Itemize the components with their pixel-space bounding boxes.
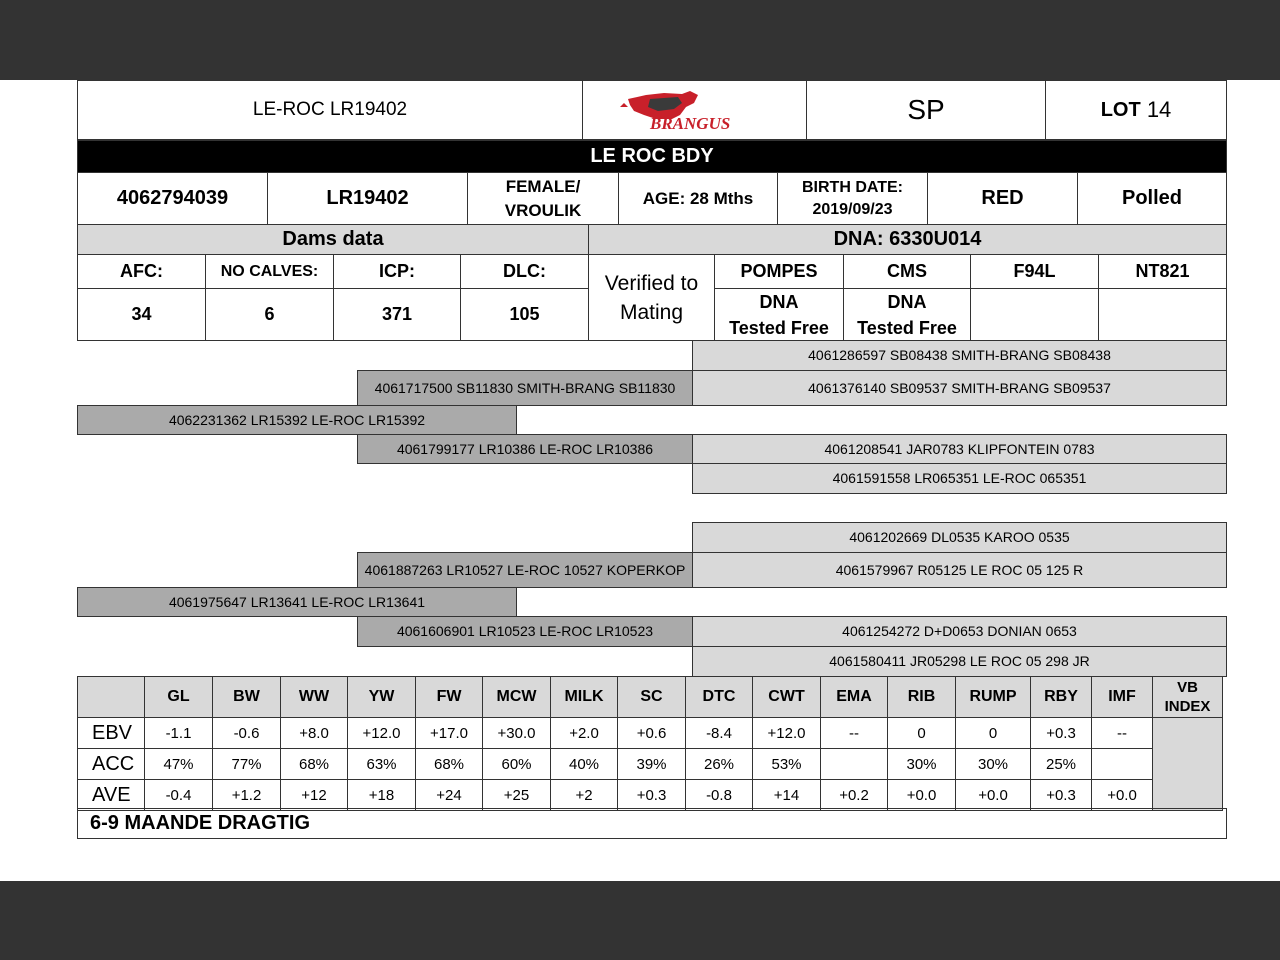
pedigree-sire-sire-sire: 4061286597 SB08438 SMITH-BRANG SB08438	[692, 340, 1227, 371]
sex: FEMALE/ VROULIK	[467, 172, 619, 225]
brand-text: BRANGUS	[649, 114, 730, 133]
ave-cell: +0.2	[821, 780, 888, 811]
pedigree-sire-dam-dam: 4061591558 LR065351 LE-ROC 065351	[692, 463, 1227, 494]
pedigree-dam-sire-sire: 4061202669 DL0535 KAROO 0535	[692, 522, 1227, 553]
ave-cell: +18	[348, 780, 416, 811]
table-row	[78, 718, 1223, 749]
ebv-cell: +30.0	[483, 718, 551, 749]
dams-data-title: Dams data	[77, 224, 589, 255]
pedigree-sire-sire: 4061717500 SB11830 SMITH-BRANG SB11830	[357, 370, 693, 406]
acc-row-label: ACC	[78, 749, 145, 780]
vb-index-value	[1153, 718, 1223, 811]
cms-header: CMS	[843, 254, 971, 289]
ave-cell: -0.8	[686, 780, 753, 811]
pedigree-sire-dam: 4061799177 LR10386 LE-ROC LR10386	[357, 434, 693, 464]
ebv-cell: -1.1	[145, 718, 213, 749]
ebv-header-row	[78, 677, 1223, 718]
ebv-col-rby: RBY	[1031, 677, 1092, 718]
acc-cell: 77%	[213, 749, 281, 780]
ave-cell: +0.0	[1092, 780, 1153, 811]
ave-cell: +0.3	[618, 780, 686, 811]
afc-header: AFC:	[77, 254, 206, 289]
ebv-col-vb-index	[1153, 677, 1223, 718]
ebv-cell: +0.6	[618, 718, 686, 749]
ebv-col-ww: WW	[281, 677, 348, 718]
ebv-row-label: EBV	[78, 718, 145, 749]
dna-title: DNA: 6330U014	[588, 224, 1227, 255]
ebv-cell: 0	[956, 718, 1031, 749]
ebv-cell: +8.0	[281, 718, 348, 749]
ebv-cell: -0.6	[213, 718, 281, 749]
pompes-result: DNA Tested Free	[714, 288, 844, 341]
table-row	[78, 780, 1223, 811]
pedigree-dam-dam-sire: 4061254272 D+D0653 DONIAN 0653	[692, 616, 1227, 647]
f94l-result	[970, 288, 1099, 341]
cms-result: DNA Tested Free	[843, 288, 971, 341]
colour: RED	[927, 172, 1078, 225]
ebv-col-mcw: MCW	[483, 677, 551, 718]
pregnancy-note: 6-9 MAANDE DRAGTIG	[77, 808, 1227, 839]
class-code: SP	[806, 80, 1046, 140]
icp-value: 371	[333, 288, 461, 341]
registration-number: 4062794039	[77, 172, 268, 225]
ebv-col-dtc: DTC	[686, 677, 753, 718]
verified-to-mating: Verified to Mating	[588, 254, 715, 341]
ebv-col-cwt: CWT	[753, 677, 821, 718]
ave-cell: +0.3	[1031, 780, 1092, 811]
acc-cell: 60%	[483, 749, 551, 780]
bottom-frame-bar	[0, 881, 1280, 960]
ave-cell: +2	[551, 780, 618, 811]
afc-value: 34	[77, 288, 206, 341]
vb-index-label: VB INDEX	[1164, 679, 1211, 715]
icp-header: ICP:	[333, 254, 461, 289]
pompes-header: POMPES	[714, 254, 844, 289]
no-calves-value: 6	[205, 288, 334, 341]
ave-cell: +24	[416, 780, 483, 811]
pedigree-sire-dam-sire: 4061208541 JAR0783 KLIPFONTEIN 0783	[692, 434, 1227, 464]
nt821-result	[1098, 288, 1227, 341]
pedigree-dam: 4061975647 LR13641 LE-ROC LR13641	[77, 587, 517, 617]
ebv-cell: +2.0	[551, 718, 618, 749]
ebv-cell: -8.4	[686, 718, 753, 749]
ebv-col-sc: SC	[618, 677, 686, 718]
table-row	[78, 749, 1223, 780]
ebv-col-yw: YW	[348, 677, 416, 718]
ebv-col-fw: FW	[416, 677, 483, 718]
horn-status: Polled	[1077, 172, 1227, 225]
animal-title: LE ROC BDY	[77, 140, 1227, 173]
ave-cell: +0.0	[888, 780, 956, 811]
ebv-cell: --	[821, 718, 888, 749]
animal-name-id: LE-ROC LR19402	[77, 80, 583, 140]
acc-cell	[1092, 749, 1153, 780]
ave-cell: +1.2	[213, 780, 281, 811]
ear-tag: LR19402	[267, 172, 468, 225]
ave-cell: +14	[753, 780, 821, 811]
ebv-cell: +12.0	[348, 718, 416, 749]
lot-number: 14	[1146, 97, 1172, 122]
ebv-cell: +12.0	[753, 718, 821, 749]
acc-cell: 68%	[416, 749, 483, 780]
pedigree-dam-dam-dam: 4061580411 JR05298 LE ROC 05 298 JR	[692, 646, 1227, 677]
acc-cell: 25%	[1031, 749, 1092, 780]
nt821-header: NT821	[1098, 254, 1227, 289]
pedigree-dam-sire: 4061887263 LR10527 LE-ROC 10527 KOPERKOP	[357, 552, 693, 588]
ebv-cell: --	[1092, 718, 1153, 749]
ebv-col-rib: RIB	[888, 677, 956, 718]
ebv-corner-cell	[78, 677, 145, 718]
ebv-col-ema: EMA	[821, 677, 888, 718]
ebv-col-milk: MILK	[551, 677, 618, 718]
f94l-header: F94L	[970, 254, 1099, 289]
top-frame-bar	[0, 0, 1280, 80]
ebv-cell: +0.3	[1031, 718, 1092, 749]
pedigree-sire: 4062231362 LR15392 LE-ROC LR15392	[77, 405, 517, 435]
ebv-col-bw: BW	[213, 677, 281, 718]
ebv-col-rump: RUMP	[956, 677, 1031, 718]
acc-cell: 63%	[348, 749, 416, 780]
ebv-table	[77, 676, 1223, 811]
dlc-header: DLC:	[460, 254, 589, 289]
ebv-cell: 0	[888, 718, 956, 749]
ave-row-label: AVE	[78, 780, 145, 811]
acc-cell: 68%	[281, 749, 348, 780]
acc-cell: 53%	[753, 749, 821, 780]
acc-cell	[821, 749, 888, 780]
dlc-value: 105	[460, 288, 589, 341]
pedigree-dam-sire-dam: 4061579967 R05125 LE ROC 05 125 R	[692, 552, 1227, 588]
pedigree-sire-sire-dam: 4061376140 SB09537 SMITH-BRANG SB09537	[692, 370, 1227, 406]
birth-date: BIRTH DATE: 2019/09/23	[777, 172, 928, 225]
no-calves-header: NO CALVES:	[205, 254, 334, 289]
lot-box	[1045, 80, 1227, 140]
ebv-cell: +17.0	[416, 718, 483, 749]
age: AGE: 28 Mths	[618, 172, 778, 225]
pedigree-dam-dam: 4061606901 LR10523 LE-ROC LR10523	[357, 616, 693, 647]
acc-cell: 30%	[888, 749, 956, 780]
bull-logo-icon	[620, 85, 770, 135]
lot-label: LOT	[1100, 98, 1141, 121]
ave-cell: +0.0	[956, 780, 1031, 811]
ave-cell: +12	[281, 780, 348, 811]
acc-cell: 39%	[618, 749, 686, 780]
acc-cell: 40%	[551, 749, 618, 780]
ave-cell: -0.4	[145, 780, 213, 811]
ebv-col-imf: IMF	[1092, 677, 1153, 718]
ave-cell: +25	[483, 780, 551, 811]
brangus-logo	[582, 80, 807, 140]
acc-cell: 47%	[145, 749, 213, 780]
ebv-col-gl: GL	[145, 677, 213, 718]
acc-cell: 30%	[956, 749, 1031, 780]
acc-cell: 26%	[686, 749, 753, 780]
